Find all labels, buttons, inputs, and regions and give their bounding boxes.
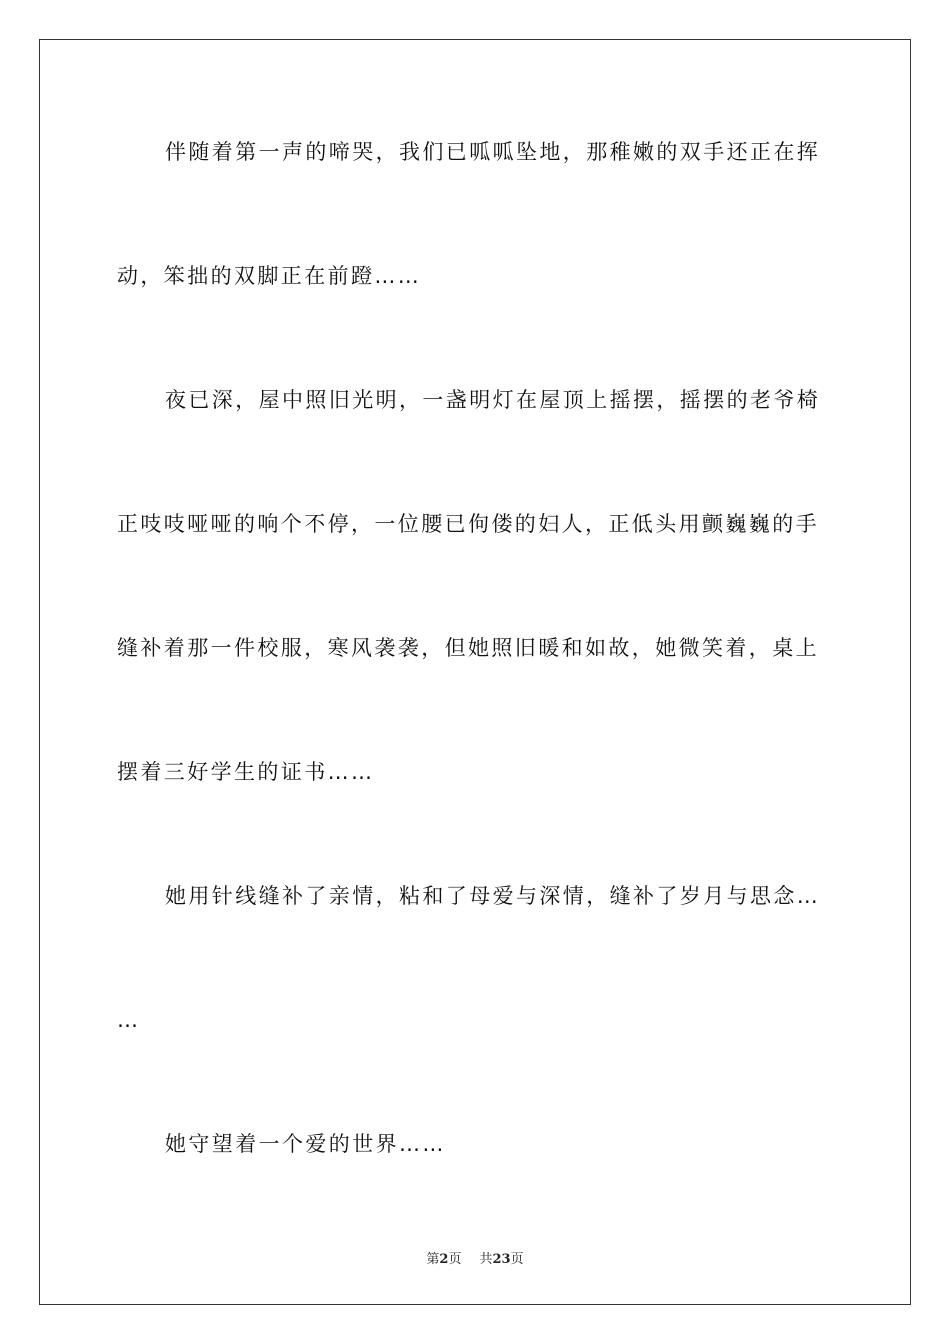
paragraph-2-line-3: 缝补着那一件校服，寒风袭袭，但她照旧暖和如故，她微笑着，桌上: [117, 636, 819, 660]
page-number: 2: [439, 1252, 449, 1267]
total-prefix: 共: [479, 1252, 493, 1267]
paragraph-2-line-4: 摆着三好学生的证书……: [117, 760, 375, 784]
page-prefix: 第: [426, 1252, 440, 1267]
page-suffix: 页: [448, 1252, 462, 1267]
paragraph-2-line-2: 正吱吱哑哑的响个不停，一位腰已佝偻的妇人，正低头用颤巍巍的手: [117, 512, 819, 536]
paragraph-3-line-2: …: [117, 1008, 141, 1032]
total-suffix: 页: [510, 1252, 524, 1267]
paragraph-2-line-1: 夜已深，屋中照旧光明，一盏明灯在屋顶上摇摆，摇摆的老爷椅: [165, 388, 821, 412]
total-pages: 23: [492, 1252, 511, 1267]
paragraph-3-line-1: 她用针线缝补了亲情，粘和了母爱与深情，缝补了岁月与思念…: [165, 884, 821, 908]
paragraph-1-line-1: 伴随着第一声的啼哭，我们已呱呱坠地，那稚嫩的双手还正在挥: [165, 140, 821, 164]
page-frame: [39, 39, 911, 1305]
paragraph-1-line-2: 动，笨拙的双脚正在前蹬……: [117, 264, 422, 288]
page-footer: [0, 1248, 950, 1267]
paragraph-4-line-1: 她守望着一个爱的世界……: [165, 1132, 446, 1156]
